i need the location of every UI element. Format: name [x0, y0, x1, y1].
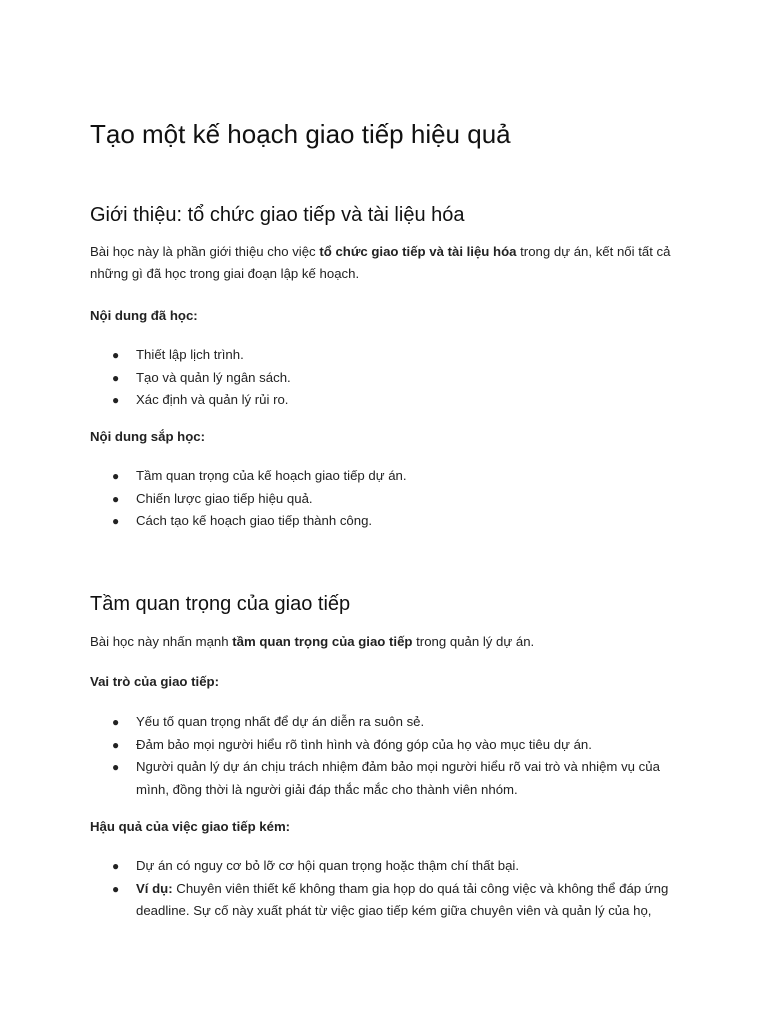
example-label: Ví dụ:: [136, 880, 173, 896]
list-item: [90, 711, 690, 734]
bullet-icon: ●: [112, 491, 120, 506]
list-item-text: Xác định và quản lý rủi ro.: [136, 392, 289, 407]
list-item: [90, 344, 690, 367]
list-item-text: Dự án có nguy cơ bỏ lỡ cơ hội quan trọng hoặc thậm chí thất bại.: [136, 858, 519, 873]
list-item: [90, 855, 690, 878]
list-item: [90, 878, 690, 923]
list-item-text: Thiết lập lịch trình.: [136, 347, 244, 362]
upcoming-list: [90, 465, 690, 533]
bullet-icon: ●: [112, 469, 120, 483]
consequence-list: [90, 855, 690, 923]
intro-text-end: trong dự án, kết nối tất cả những gì đã học trong giai đoạn lập kế hoạch.: [90, 244, 671, 281]
document-title: Tạo một kế hoạch giao tiếp hiệu quả: [90, 119, 511, 149]
list-item-text: Yếu tố quan trọng nhất để dự án diễn ra suôn sẻ.: [136, 714, 425, 729]
intro-text-bold: tầm quan trọng của giao tiếp: [232, 634, 413, 649]
bullet-icon: ●: [112, 370, 120, 385]
list-item: [90, 756, 690, 801]
bullet-icon: ●: [112, 348, 120, 362]
section1-intro-paragraph: [90, 241, 682, 285]
learned-label: Nội dung đã học:: [90, 308, 198, 323]
bullet-icon: ●: [112, 737, 120, 752]
list-item: [90, 465, 690, 488]
role-list: [90, 711, 690, 801]
bullet-icon: ●: [112, 514, 120, 528]
intro-text-end: trong quản lý dự án.: [412, 634, 535, 649]
list-item: [90, 367, 690, 390]
list-item: [90, 389, 690, 412]
list-item-text: Đảm bảo mọi người hiểu rõ tình hình và đóng góp của họ vào mục tiêu dự án.: [136, 736, 592, 752]
section-heading-introduction: Giới thiệu: tổ chức giao tiếp và tài liệu hóa: [90, 204, 465, 226]
bullet-icon: ●: [112, 881, 120, 896]
list-item-text: Cách tạo kế hoạch giao tiếp thành công.: [136, 513, 373, 528]
list-item: [90, 510, 690, 533]
list-item: [90, 488, 690, 511]
bullet-icon: ●: [112, 859, 120, 873]
bullet-icon: ●: [112, 393, 120, 407]
learned-list: [90, 344, 690, 412]
example-text: Chuyên viên thiết kế không tham gia họp do quá tải công việc và không thể đáp ứng deadline. Sự cố này xuất phát từ việc giao tiếp kém giữa chuyên viên và quản lý của họ,: [136, 880, 669, 918]
bullet-icon: ●: [112, 715, 120, 729]
intro-text-start: Bài học này là phần giới thiệu cho việc: [90, 244, 320, 259]
list-item: [90, 734, 690, 757]
intro-text-start: Bài học này nhấn mạnh: [90, 634, 233, 649]
consequence-label: Hậu quả của việc giao tiếp kém:: [90, 819, 291, 834]
list-item-text: Tầm quan trọng của kế hoạch giao tiếp dự án.: [136, 468, 407, 483]
list-item-text: Chiến lược giao tiếp hiệu quả.: [136, 490, 313, 506]
section-heading-importance: Tầm quan trọng của giao tiếp: [90, 593, 351, 615]
bullet-icon: ●: [112, 760, 120, 774]
intro-text-bold: tổ chức giao tiếp và tài liệu hóa: [319, 244, 517, 259]
upcoming-label: Nội dung sắp học:: [90, 429, 206, 444]
section2-intro-paragraph: [90, 631, 682, 653]
role-label: Vai trò của giao tiếp:: [90, 674, 219, 689]
list-item-text: Tạo và quản lý ngân sách.: [136, 369, 291, 385]
list-item-text: Người quản lý dự án chịu trách nhiệm đảm bảo mọi người hiểu rõ vai trò và nhiệm vụ của mình, đồng thời là người giải đáp thắc mắc cho thành viên nhóm.: [136, 759, 660, 797]
